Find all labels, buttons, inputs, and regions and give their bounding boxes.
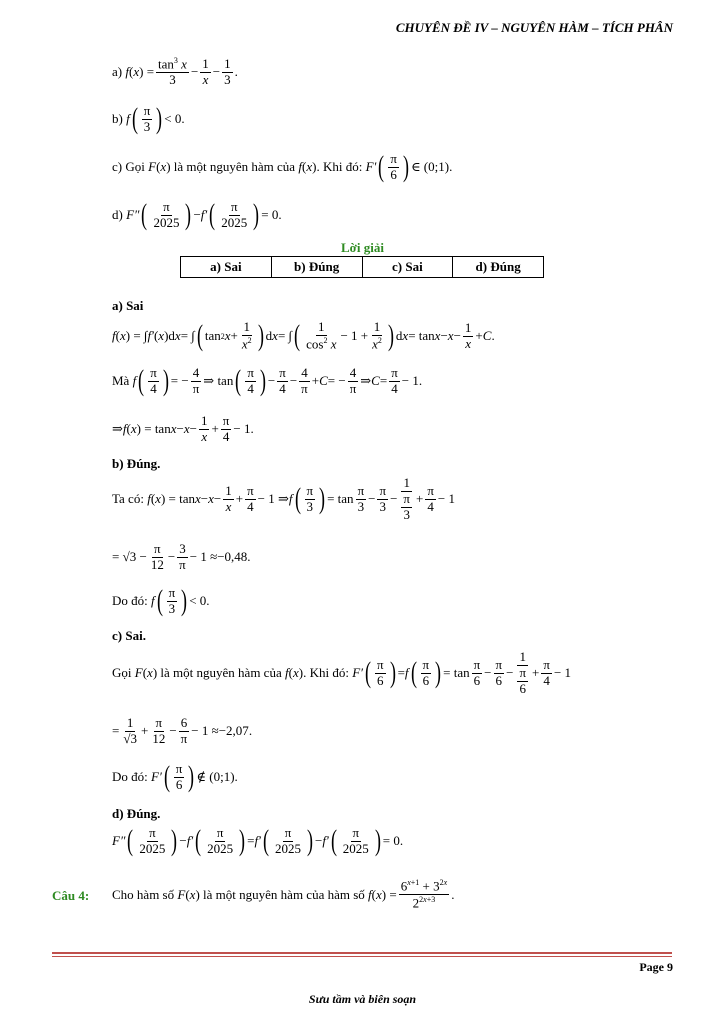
statement-c-mid: là một nguyên hàm của bbox=[173, 159, 296, 175]
answer-b: b) Đúng bbox=[271, 257, 362, 278]
answer-table bbox=[180, 256, 544, 278]
statement-a: a) f ( x ) = $\frac{\tan^3 x}{3}$ − $\frac{1}{x}$ − $\frac{1}{3}$ . bbox=[112, 55, 238, 88]
solution-b-taco: Ta có: bbox=[112, 491, 144, 507]
statement-c-label: c) Gọi bbox=[112, 159, 145, 175]
statement-b-label: b) bbox=[112, 111, 123, 127]
statement-b: b) f ( $\frac{\pi}{3}$ ) < 0. bbox=[112, 102, 185, 136]
solution-c-khido: . Khi đó: bbox=[303, 665, 349, 681]
solution-b-line2: = √3 − $\frac{\pi}{12}$ − $\frac{3}{\pi}$ − 1 ≈ −0,48 . bbox=[112, 541, 251, 572]
solution-d-heading: d) Đúng. bbox=[112, 806, 161, 821]
solution-b-dodo: Do đó: bbox=[112, 593, 148, 609]
answer-c: c) Sai bbox=[362, 257, 453, 278]
solution-b-line3: Do đó: f ( $\frac{\pi}{3}$ ) < 0. bbox=[112, 584, 210, 618]
solution-c-value: −2,07 bbox=[218, 723, 249, 739]
solution-a-line3: ⇒ f ( x ) = tan x − x − $\frac{1}{x}$ + $\frac{\pi}{4}$ − 1. bbox=[112, 413, 254, 444]
solution-title: Lời giải bbox=[341, 240, 384, 255]
statement-a-label: a) bbox=[112, 64, 123, 80]
question-text: Cho hàm số F ( x ) là một nguyên hàm của hàm số f ( x ) = $\frac{6^{x+1} + 3^{2x}}{2^{2x+3}}$ . bbox=[112, 878, 455, 911]
footer-divider-thin bbox=[52, 956, 672, 957]
page-number: Page 9 bbox=[639, 960, 673, 974]
solution-b-value: −0,48 bbox=[217, 549, 248, 565]
solution-c-goi: Gọi bbox=[112, 665, 132, 681]
solution-a-line1: f ( x ) = ∫ f′ ( x )d x = ∫ ( tan 2 x + $\frac{1}{x^2}$ ) d x = ∫ ( $\frac{1}{\cos^2 x}$ − 1 + $\frac{1}{x^2}$ ) d x = tan x − x − $\frac{1}{x}$ + C . bbox=[112, 319, 495, 353]
answer-a: a) Sai bbox=[181, 257, 272, 278]
solution-c-heading: c) Sai. bbox=[112, 628, 146, 643]
solution-d-line1: F″ ( $\frac{\pi}{2025}$ ) − f′ ( $\frac{\pi}{2025}$ ) = f′ ( $\frac{\pi}{2025}$ ) − f′ ( $\frac{\pi}{2025}$ ) = 0. bbox=[112, 824, 404, 858]
solution-c-line1: Gọi F ( x ) là một nguyên hàm của f ( x ) . Khi đó: F′ ( $\frac{\pi}{6}$ ) = f ( $\frac{\pi}{6}$ ) = tan $\frac{\pi}{6}$ − $\frac{\pi}{6}$ − $\frac{1}{\frac{\pi}{6}}$ + $\frac{\pi}{4}$ − 1 bbox=[112, 649, 572, 696]
statement-c: c) Gọi F ( x ) là một nguyên hàm của f ( x ) . Khi đó: F′ ( $\frac{\pi}{6}$ ) ∈ (0;1). bbox=[112, 150, 453, 184]
question-label: Câu 4: bbox=[52, 888, 90, 903]
question-text2: là một nguyên hàm của hàm số bbox=[203, 886, 365, 902]
statement-d: d) F″ ( $\frac{\pi}{2025}$ ) − f′ ( $\frac{\pi}{2025}$ ) = 0. bbox=[112, 198, 282, 232]
solution-c-dodo: Do đó: bbox=[112, 769, 148, 785]
footer-source: Sưu tầm và biên soạn bbox=[308, 992, 417, 1006]
solution-c-line3: Do đó: F′ ( $\frac{\pi}{6}$ ) ∉ (0;1). bbox=[112, 760, 238, 794]
solution-b-heading: b) Đúng. bbox=[112, 456, 161, 471]
solution-b-line1: Ta có: f ( x ) = tan x − x − $\frac{1}{x}$ + $\frac{\pi}{4}$ − 1 ⇒ f ( $\frac{\pi}{3}$ ) = tan $\frac{\pi}{3}$ − $\frac{\pi}{3}$ − $\frac{1}{\frac{\pi}{3}}$ + $\frac{\pi}{4}$ − 1 bbox=[112, 475, 455, 522]
solution-c-mid: là một nguyên hàm của bbox=[160, 665, 282, 681]
statement-d-label: d) bbox=[112, 207, 123, 223]
page-header-title: CHUYÊN ĐỀ IV – NGUYÊN HÀM – TÍCH PHÂN bbox=[395, 20, 673, 35]
solution-a-ma: Mà bbox=[112, 373, 130, 389]
solution-c-line2: = $\frac{1}{√3}$ + $\frac{\pi}{12}$ − $\frac{6}{\pi}$ − 1 ≈ −2,07 . bbox=[112, 715, 253, 746]
solution-a-line2: Mà f ( $\frac{\pi}{4}$ ) = − $\frac{4}{\pi}$ ⇒ tan ( $\frac{\pi}{4}$ ) − $\frac{\pi}{4}$ − $\frac{4}{\pi}$ + C = − $\frac{4}{\pi}$ ⇒ C = $\frac{\pi}{4}$ − 1. bbox=[112, 364, 423, 398]
answer-d: d) Đúng bbox=[453, 257, 544, 278]
footer-divider-thick bbox=[52, 952, 672, 954]
solution-a-heading: a) Sai bbox=[112, 298, 144, 313]
question-text1: Cho hàm số bbox=[112, 886, 175, 902]
statement-c-end: . Khi đó: bbox=[316, 159, 363, 175]
